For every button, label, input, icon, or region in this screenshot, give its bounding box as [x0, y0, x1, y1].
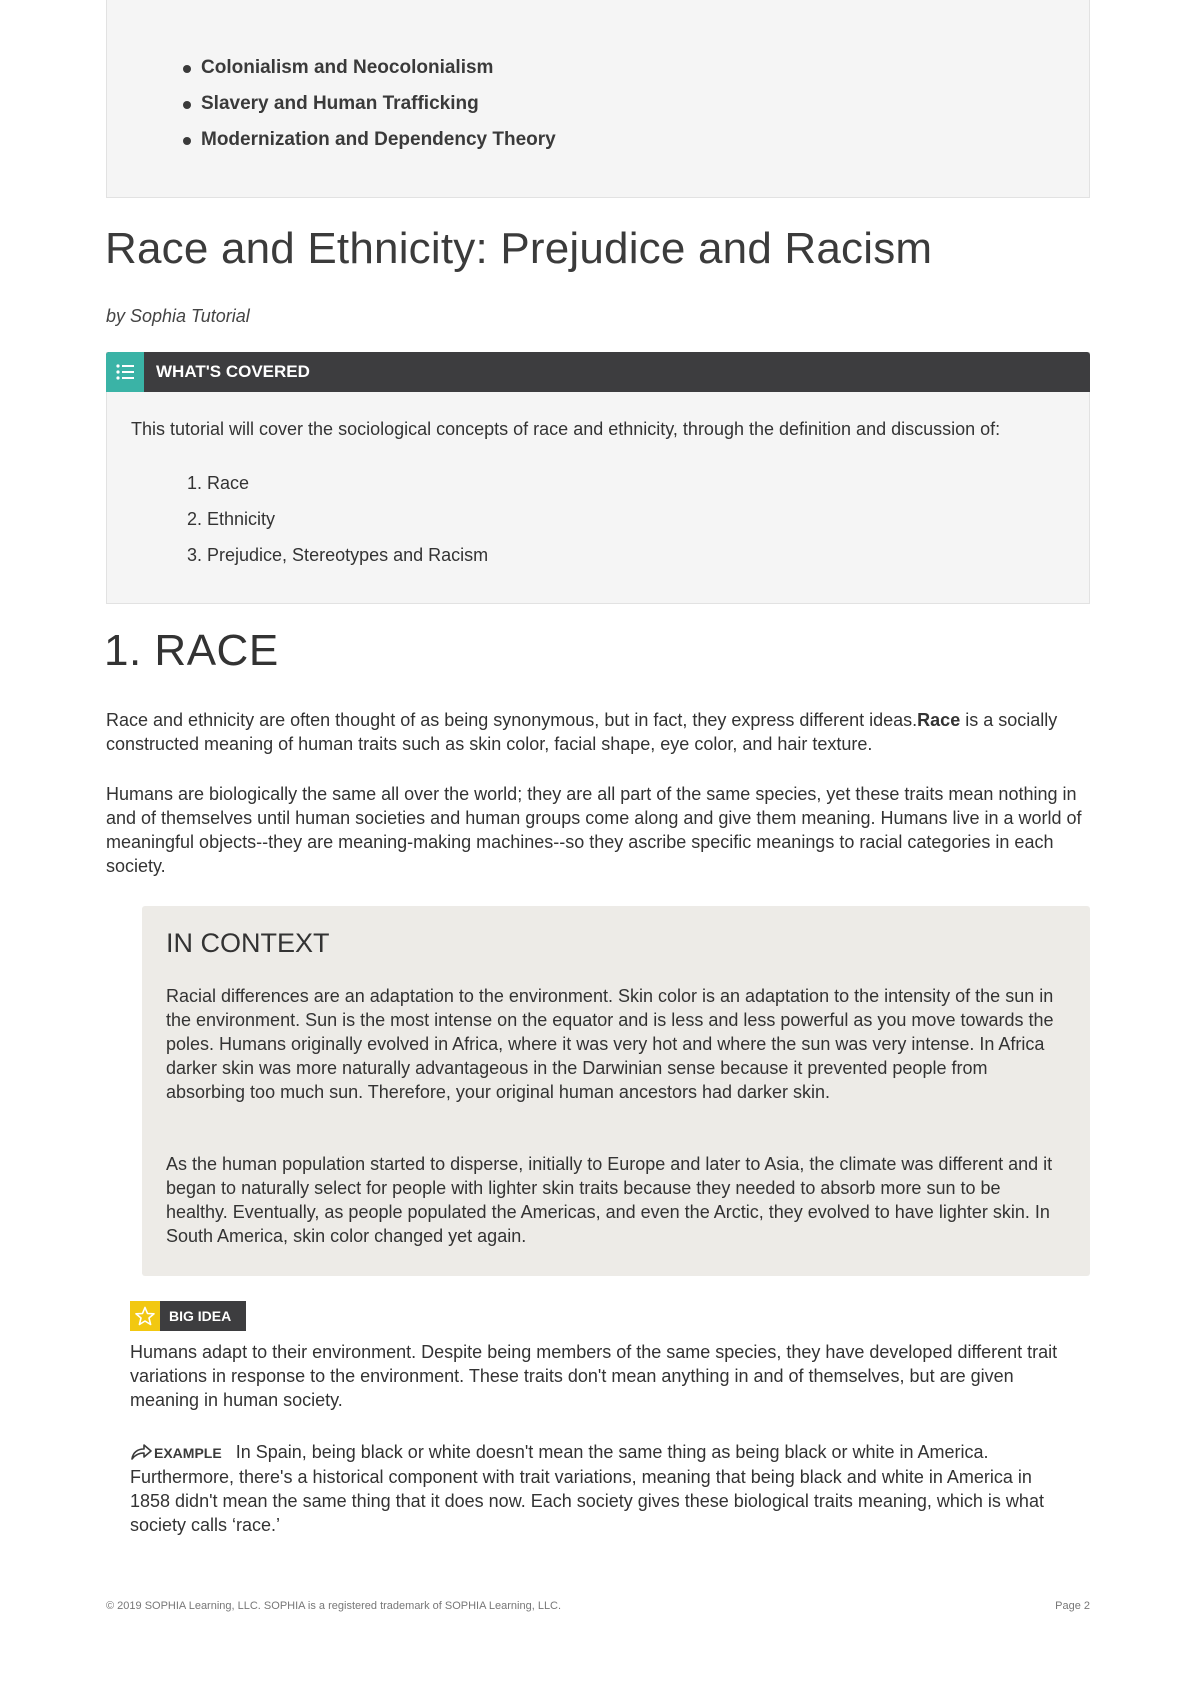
- big-idea-label: BIG IDEA: [169, 1308, 232, 1324]
- list-item: Modernization and Dependency Theory: [181, 128, 556, 164]
- big-idea-text: Humans adapt to their environment. Despite being members of the same species, they have developed different trait variations in response to the environment. These traits don't mean anything in and of themselves, but are given meaning in human society.: [130, 1342, 1058, 1410]
- in-context-box: [142, 906, 1090, 1276]
- race-definition-paragraph: [106, 708, 1091, 756]
- footer-copyright: © 2019 SOPHIA Learning, LLC. SOPHIA is a registered trademark of SOPHIA Learning, LLC.: [106, 1600, 562, 1612]
- topic-list-box: [106, 0, 1090, 198]
- section-heading: 1. RACE: [104, 626, 279, 675]
- paragraph: Humans are biologically the same all over the world; they are all part of the same species, yet these traits mean nothing in and of themselves until human societies and human groups come along and give them meaning. Humans live in a world of meaningful objects--they are meaning-making machines--so they ascribe specific meanings to racial categories in each society.: [106, 784, 1082, 876]
- example-paragraph: [130, 1440, 1070, 1537]
- whats-covered-box: [106, 352, 1090, 604]
- paragraph-text: is a socially constructed meaning of human traits such as skin color, facial shape, eye color, and hair texture.: [106, 710, 1058, 754]
- list-item: 2. Ethnicity: [187, 509, 276, 529]
- topic-list: [181, 56, 556, 164]
- list-icon: [106, 352, 144, 392]
- key-term: Race: [917, 710, 961, 730]
- whats-covered-header: [106, 352, 1090, 392]
- page-title: Race and Ethnicity: Prejudice and Racism: [105, 224, 933, 273]
- example-label: EXAMPLE: [154, 1445, 222, 1461]
- list-item: Slavery and Human Trafficking: [181, 92, 556, 128]
- whats-covered-title: WHAT'S COVERED: [156, 362, 310, 381]
- example-badge: [130, 1445, 222, 1461]
- in-context-paragraph: As the human population started to disperse, initially to Europe and later to Asia, the climate was different and it began to naturally select for people with lighter skin traits because they needed to absorb more sun to be healthy. Eventually, as people populated the Americas, and even the Arctic, they evolved to have lighter skin. In South America, skin color changed yet again.: [166, 1154, 1053, 1246]
- whats-covered-intro: This tutorial will cover the sociological concepts of race and ethnicity, through the definition and discussion of:: [131, 419, 1001, 439]
- footer-page-number: Page 2: [1055, 1600, 1090, 1612]
- star-icon: [130, 1301, 160, 1331]
- paragraph-text: Race and ethnicity are often thought of as being synonymous, but in fact, they express different ideas.: [106, 710, 918, 730]
- list-item: 3. Prejudice, Stereotypes and Racism: [187, 545, 489, 565]
- in-context-paragraph: Racial differences are an adaptation to the environment. Skin color is an adaptation to the intensity of the sun in the environment. Sun is the most intense on the equator and is less and less powerful as you move towards the poles. Humans originally evolved in Africa, where it was very hot and where the sun was very intense. In Africa darker skin was more naturally advantageous in the Darwinian sense because it prevented people from absorbing too much sun. Therefore, your original human ancestors had darker skin.: [166, 986, 1054, 1102]
- byline: by Sophia Tutorial: [106, 306, 250, 326]
- whats-covered-list: [187, 471, 488, 579]
- big-idea-badge: [130, 1301, 246, 1331]
- list-item: 1. Race: [187, 473, 250, 493]
- example-text: In Spain, being black or white doesn't mean the same thing as being black or white in America. Furthermore, there's a historical component with trait variations, meaning that being black and white in America in 1858 didn't mean the same thing that it does now. Each society gives these biological traits meaning, which is what society calls ‘race.’: [130, 1442, 1044, 1535]
- list-item: Colonialism and Neocolonialism: [181, 56, 556, 92]
- in-context-title: IN CONTEXT: [166, 928, 330, 958]
- share-arrow-icon: [130, 1444, 152, 1460]
